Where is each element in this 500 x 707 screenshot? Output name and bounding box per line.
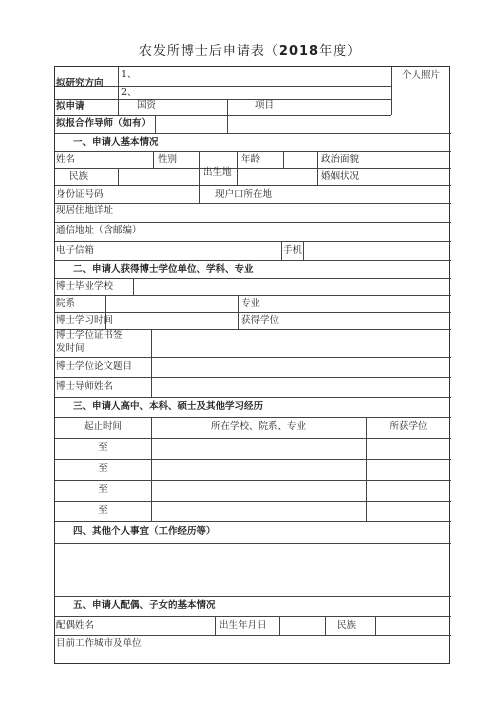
political-status-label: 政治面貌 <box>321 154 360 165</box>
mailing-address-label: 通信地址（含邮编） <box>56 225 142 236</box>
name-label: 姓名 <box>56 154 76 165</box>
degree-obtained-label: 获得学位 <box>241 315 280 326</box>
birthplace-label: 出生地 <box>203 167 232 178</box>
mobile-label: 手机 <box>283 245 303 256</box>
email-label: 电子信箱 <box>56 245 95 256</box>
page-title: 农发所博士后申请表（2018年度） <box>138 44 362 59</box>
col-school-header: 所在学校、院系、专业 <box>210 421 306 432</box>
spouse-ethnicity-label: 民族 <box>337 620 357 631</box>
major-label: 专业 <box>241 298 261 309</box>
dissertation-title-label: 博士学位论文题目 <box>56 361 133 372</box>
spouse-name-label: 配偶姓名 <box>56 620 95 631</box>
study-row-period: 至 <box>98 484 108 495</box>
study-row-period: 至 <box>98 442 108 453</box>
direction-1-field[interactable]: 1、 <box>121 69 137 80</box>
application-form <box>54 66 450 664</box>
cert-date-label-line2: 发时间 <box>56 343 85 354</box>
research-direction-label: 拟研究方向 <box>56 78 104 89</box>
section2-heading: 二、申请人获得博士学位单位、学科、专业 <box>73 264 254 275</box>
age-label: 年龄 <box>241 154 261 165</box>
id-number-label: 身份证号码 <box>56 189 104 200</box>
supervisor-label: 拟报合作导师（如有） <box>56 118 152 129</box>
study-period-label: 博士学习时间 <box>56 315 114 326</box>
current-address-label: 现居住地详址 <box>56 205 114 216</box>
apply-label: 拟申请 <box>56 101 85 112</box>
col-period-header: 起止时间 <box>83 421 122 432</box>
birth-date-label: 出生年月日 <box>219 620 267 631</box>
ethnicity-label: 民族 <box>69 171 89 182</box>
col-degree-header: 所获学位 <box>389 421 428 432</box>
gender-label: 性别 <box>158 154 178 165</box>
work-city-unit-label: 目前工作城市及单位 <box>56 638 142 649</box>
section1-heading: 一、申请人基本情况 <box>73 137 159 148</box>
section3-heading: 三、申请人高中、本科、硕士及其他学习经历 <box>73 401 264 412</box>
department-label: 院系 <box>56 298 76 309</box>
work-experience-area[interactable] <box>55 543 451 596</box>
section4-heading: 四、其他个人事宜（工作经历等） <box>73 526 216 537</box>
state-funded-label: 国资 <box>137 100 157 111</box>
study-row-period: 至 <box>98 505 108 516</box>
marital-status-label: 婚姻状况 <box>321 171 360 182</box>
advisor-name-label: 博士导师姓名 <box>56 381 114 392</box>
study-row-period: 至 <box>98 463 108 474</box>
section5-heading: 五、申请人配偶、子女的基本情况 <box>73 600 216 611</box>
cert-date-label-line1: 博士学位证书签 <box>56 330 123 341</box>
phd-school-label: 博士毕业学校 <box>56 281 114 292</box>
hukou-label: 现户口所在地 <box>215 189 273 200</box>
project-label: 项目 <box>255 100 275 111</box>
photo-label: 个人照片 <box>401 70 440 81</box>
direction-2-field[interactable]: 2、 <box>121 87 137 98</box>
